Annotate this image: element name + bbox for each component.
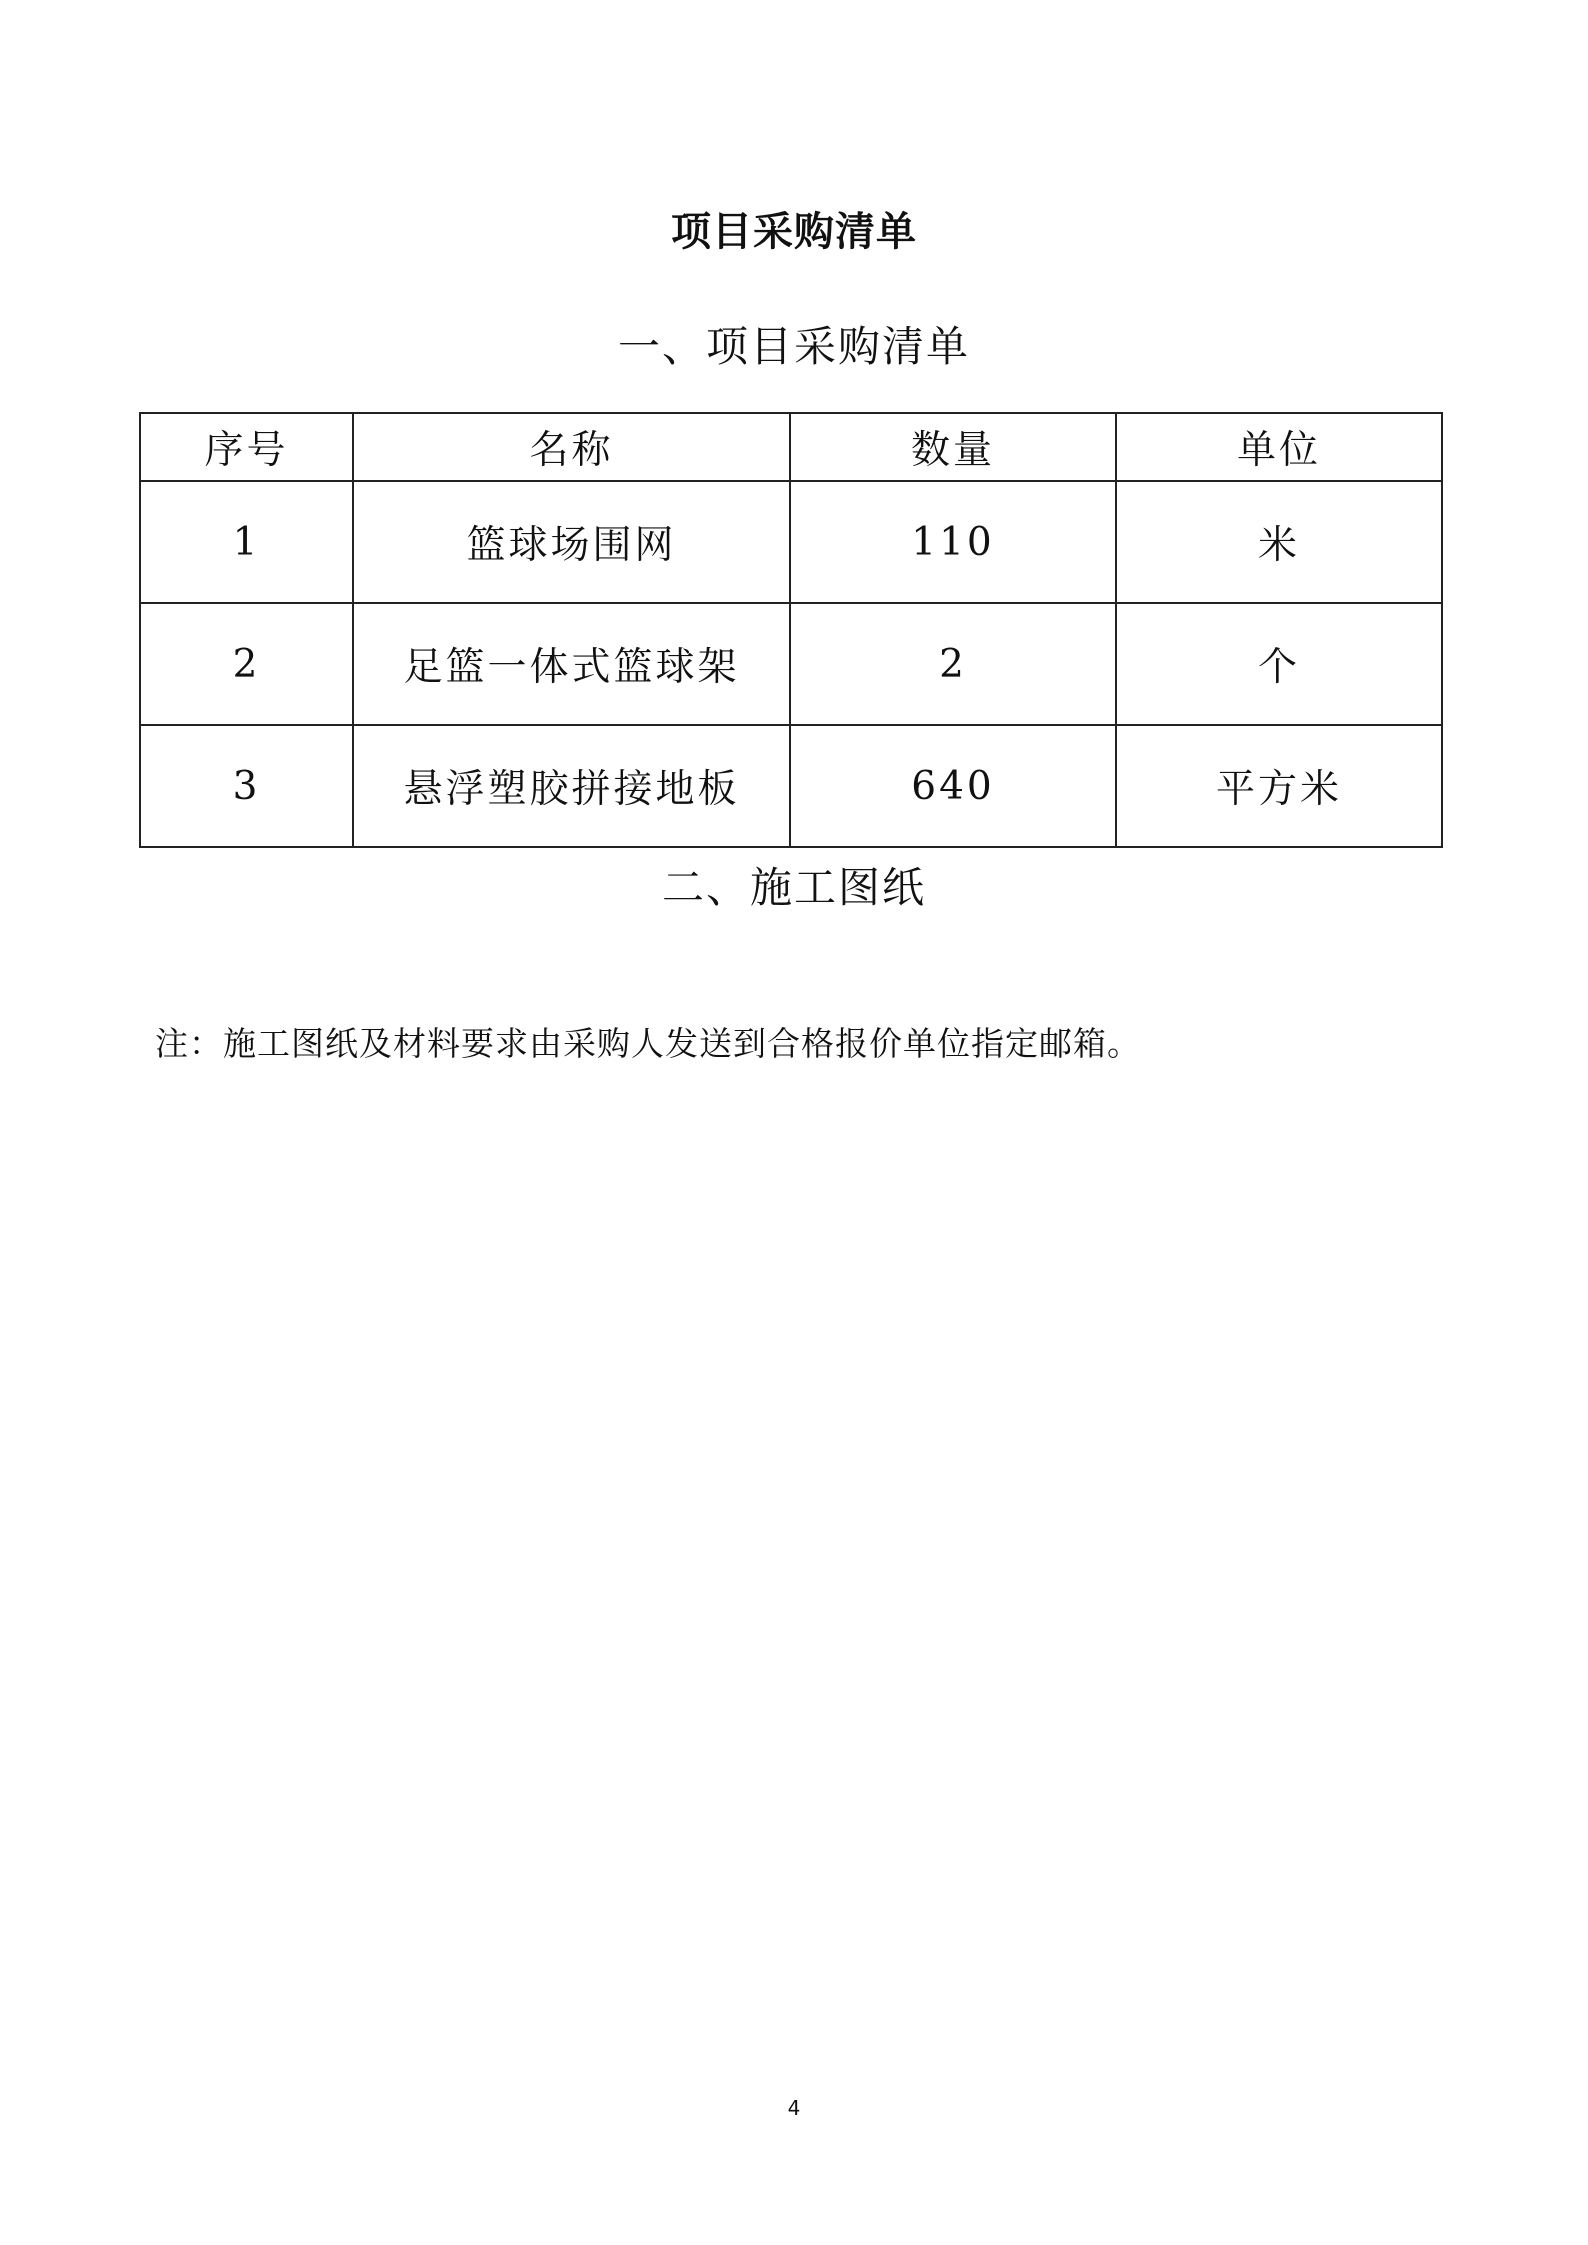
page-number: 4	[787, 2096, 801, 2120]
section-heading-construction-drawings: 二、施工图纸	[661, 863, 926, 912]
header-quantity: 数量	[790, 413, 1116, 481]
cell-name: 足篮一体式篮球架	[353, 603, 790, 725]
table-row	[140, 725, 1442, 847]
table-row	[140, 481, 1442, 603]
section-heading-procurement-list: 一、项目采购清单	[617, 322, 970, 371]
cell-name: 篮球场围网	[353, 481, 790, 603]
cell-seq: 2	[140, 603, 353, 725]
header-seq: 序号	[140, 413, 353, 481]
cell-seq: 3	[140, 725, 353, 847]
header-unit: 单位	[1116, 413, 1442, 481]
table-row	[140, 603, 1442, 725]
procurement-table	[139, 412, 1443, 848]
cell-unit: 个	[1116, 603, 1442, 725]
cell-seq: 1	[140, 481, 353, 603]
table-header-row	[140, 413, 1442, 481]
cell-name: 悬浮塑胶拼接地板	[353, 725, 790, 847]
cell-quantity: 110	[790, 481, 1116, 603]
cell-unit: 平方米	[1116, 725, 1442, 847]
note-text: 注：施工图纸及材料要求由采购人发送到合格报价单位指定邮箱。	[155, 1024, 1141, 1063]
document-title: 项目采购清单	[671, 209, 917, 255]
cell-quantity: 2	[790, 603, 1116, 725]
cell-unit: 米	[1116, 481, 1442, 603]
header-name: 名称	[353, 413, 790, 481]
cell-quantity: 640	[790, 725, 1116, 847]
